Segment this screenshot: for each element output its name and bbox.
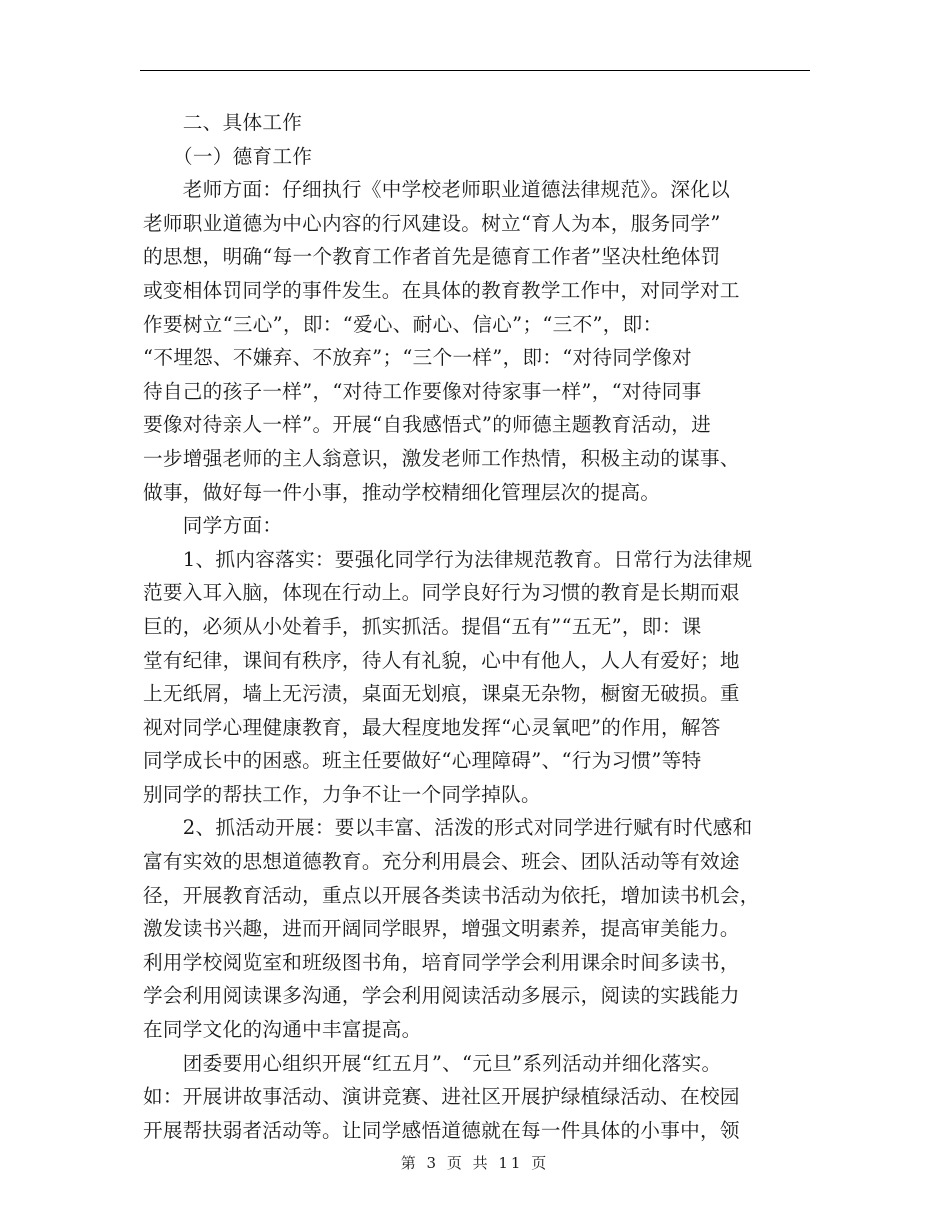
text-line: 学会利用阅读课多沟通，学会利用阅读活动多展示，阅读的实践能力 bbox=[143, 984, 740, 1008]
text-line: （一）德育工作 bbox=[143, 144, 313, 168]
text-line: 在同学文化的沟通中丰富提高。 bbox=[143, 1018, 422, 1042]
text-line: 利用学校阅览室和班级图书角，培育同学学会利用课余时间多读书， bbox=[143, 950, 740, 974]
text-line: 堂有纪律，课间有秩序，待人有礼貌，心中有他人，人人有爱好；地 bbox=[143, 648, 740, 672]
text-line: 富有实效的思想道德教育。充分利用晨会、班会、团队活动等有效途 bbox=[143, 850, 740, 874]
text-line: 二、具体工作 bbox=[143, 111, 303, 134]
text-line: 同学成长中的困惑。班主任要做好“心理障碍”、“行为习惯”等特 bbox=[143, 749, 702, 773]
document-body bbox=[143, 106, 813, 1147]
text-line: 激发读书兴趣，进而开阔同学眼界，增强文明素养，提高审美能力。 bbox=[143, 917, 740, 941]
text-line: 或变相体罚同学的事件发生。在具体的教育教学工作中，对同学对工 bbox=[143, 278, 740, 302]
text-line: 同学方面： bbox=[143, 514, 283, 538]
text-line: 的思想，明确“每一个教育工作者首先是德育工作者”坚决杜绝体罚 bbox=[143, 245, 721, 269]
text-line: 范要入耳入脑，体现在行动上。同学良好行为习惯的教育是长期而艰 bbox=[143, 581, 740, 605]
text-line: 做事，做好每一件小事，推动学校精细化管理层次的提高。 bbox=[143, 480, 661, 504]
text-line: 1、抓内容落实：要强化同学行为法律规范教育。日常行为法律规 bbox=[143, 547, 753, 571]
text-line: 老师方面：仔细执行《中学校老师职业道德法律规范》。深化以 bbox=[143, 178, 731, 202]
text-line: 2、抓活动开展：要以丰富、活泼的形式对同学进行赋有时代感和 bbox=[143, 816, 753, 840]
page-footer: 第 3 页 共 11 页 bbox=[400, 1154, 550, 1172]
header-rule bbox=[140, 70, 810, 71]
text-line: 一步增强老师的主人翁意识，激发老师工作热情，积极主动的谋事、 bbox=[143, 446, 740, 470]
text-line: 待自己的孩子一样”，“对待工作要像对待家事一样”，“对待同事 bbox=[143, 379, 702, 403]
text-line: “不埋怨、不嫌弃、不放弃”；“三个一样”，即：“对待同学像对 bbox=[143, 346, 692, 370]
text-line: 开展帮扶弱者活动等。让同学感悟道德就在每一件具体的小事中，领 bbox=[143, 1118, 740, 1142]
text-line: 如：开展讲故事活动、演讲竞赛、进社区开展护绿植绿活动、在校园 bbox=[143, 1085, 740, 1109]
text-line: 别同学的帮扶工作，力争不让一个同学掉队。 bbox=[143, 782, 541, 806]
text-line: 作要树立“三心”，即：“爱心、耐心、信心”；“三不”，即： bbox=[143, 312, 663, 336]
text-line: 老师职业道德为中心内容的行风建设。树立“育人为本，服务同学” bbox=[143, 211, 721, 235]
text-line: 要像对待亲人一样”。开展“自我感悟式”的师德主题教育活动，进 bbox=[143, 413, 712, 437]
text-line: 团委要用心组织开展“红五月”、“元旦”系列活动并细化落实。 bbox=[143, 1051, 722, 1075]
text-line: 视对同学心理健康教育，最大程度地发挥“心灵氧吧”的作用，解答 bbox=[143, 715, 721, 739]
text-line: 径，开展教育活动，重点以开展各类读书活动为依托，增加读书机会， bbox=[143, 883, 760, 907]
text-line: 上无纸屑，墙上无污渍，桌面无划痕，课桌无杂物，橱窗无破损。重 bbox=[143, 682, 740, 706]
text-line: 巨的，必须从小处着手，抓实抓活。提倡“五有”“五无”，即：课 bbox=[143, 614, 702, 638]
